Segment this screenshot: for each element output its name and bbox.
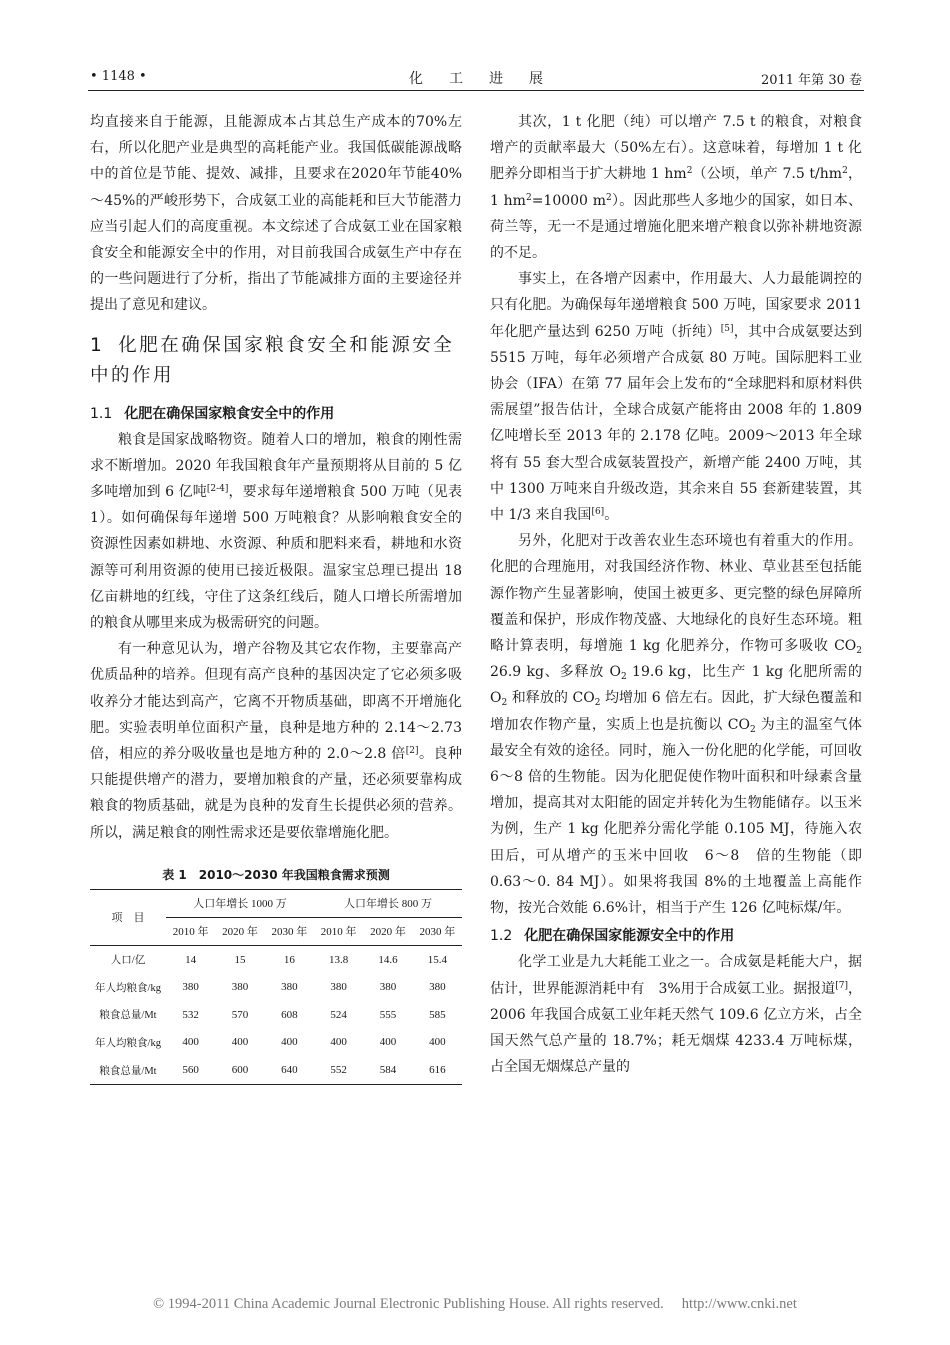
citation-ref: [6] — [591, 507, 605, 518]
cnki-url: http://www.cnki.net — [681, 1296, 797, 1312]
table-year-header: 2010 年 — [166, 917, 215, 945]
table-row — [90, 945, 462, 973]
subscript: 2 — [856, 646, 862, 657]
table-cell: 380 — [330, 981, 347, 994]
text-run: 其次，1 t 化肥（纯）可以增产 7.5 t 的粮食，对粮食增产的贡献率最大（50%左右）。这意味着，每增加 1 t 化肥养分即相当于扩大耕地 1 hm — [490, 114, 862, 183]
table-cell: 524 — [330, 1008, 347, 1021]
text-run: ，要求每年递增粮食 500 万吨（见表 1）。如何确保每年递增 500 万吨粮食？从影响粮食安全的资源性因素如耕地、水资源、种质和肥料来看，耕地和水资源等可利用资源的使用已接近极限。温家宝总理已提出 18 亿亩耕地的红线，守住了这条红线后，随人口增长所需增加的粮食从哪里来成为极需研究的问题。 — [90, 484, 462, 632]
table-cell: 584 — [379, 1064, 397, 1077]
citation-ref: [5] — [720, 323, 734, 334]
table-cell: 14 — [185, 953, 197, 966]
running-header — [88, 66, 864, 91]
table-group-header-800: 人口年增长 800 万 — [314, 889, 462, 917]
text-run: 粮食是国家战略物资。随着人口的增加，粮食的刚性需求不断增加。2020 年我国粮食年产量预期将从目前的 5 亿多吨增加到 6 亿吨 — [90, 431, 462, 501]
table-cell: 400 — [330, 1036, 347, 1049]
left-column — [90, 109, 462, 1085]
text-run: 26.9 kg、多释放 O — [490, 664, 622, 681]
table-row — [90, 973, 462, 1001]
paragraph-ecology — [490, 528, 862, 921]
table-cell: 555 — [379, 1008, 397, 1021]
table-row — [90, 1029, 462, 1057]
text-run: ，2006 年我国合成氨工业年耗天然气 109.6 亿立方米，占全国天然气总产量的 18.7%；耗无烟煤 4233.4 万吨标煤，占全国无烟煤总产量的 — [490, 980, 862, 1076]
table-cell: 532 — [182, 1008, 199, 1021]
text-run: 19.6 kg，比生产 1 kg 化肥所需的 O — [490, 664, 862, 707]
paragraph-seed-breeding — [90, 636, 462, 846]
table-cell: 570 — [231, 1008, 249, 1021]
table-cell: 380 — [429, 981, 446, 994]
journal-title: 化工进展 — [409, 71, 569, 87]
text-run: 。良种只能提供增产的潜力，要增加粮食的产量，还必须要靠构成粮食的物质基础，就是为良种的发育生长提供必须的营养。所以，满足粮食的刚性需求还是要依靠增施化肥。 — [90, 746, 462, 841]
superscript: 2 — [842, 166, 848, 177]
table-row — [90, 1056, 462, 1084]
intro-paragraph: 均直接来自于能源，且能源成本占其总生产成本的70%左右，所以化肥产业是典型的高耗能产业。我国低碳能源战略中的首位是节能、提效、减排，且要求在2020年节能40%～45%的严峻形势下，合成氨工业的高能耗和巨大节能潜力应当引起人们的高度重视。本文综述了合成氨工业在国家粮食安全和能源安全中的作用，对目前我国合成氨生产中存在的一些问题进行了分析，指出了节能减排方面的主要途径并提出了意见和建议。 — [90, 114, 462, 314]
subscript: 2 — [749, 724, 756, 735]
subsection-1-2-title: 化肥在确保国家能源安全中的作用 — [524, 928, 735, 945]
volume-label: 2011 年第 30 卷 — [760, 73, 862, 88]
table-cell: 400 — [231, 1036, 249, 1049]
text-run: =10000 m — [531, 192, 606, 209]
right-column — [490, 109, 862, 1080]
table-cell: 560 — [182, 1064, 199, 1077]
citation-ref: [2-4] — [206, 484, 229, 495]
subsection-1-2-heading — [490, 925, 862, 947]
table-row-label: 粮食总量/Mt — [99, 1010, 157, 1022]
subsection-1-1-heading — [90, 403, 462, 425]
table-caption: 表 1 2010～2030 年我国粮食需求预测 — [162, 867, 390, 882]
section-1-heading — [90, 331, 462, 391]
table-cell: 380 — [379, 981, 397, 994]
table-cell: 13.8 — [329, 953, 349, 966]
table-cell: 640 — [281, 1064, 298, 1077]
table-cell: 14.6 — [378, 953, 398, 966]
superscript: 2 — [686, 166, 693, 177]
subsection-1-1-title: 化肥在确保国家粮食安全中的作用 — [124, 405, 335, 422]
paragraph-fertilizer-yield — [490, 109, 862, 266]
text-run: 为主的温室气体最安全有效的途径。同时，施入一份化肥的化学能，可回收 6～8 倍的生物能。因为化肥促使作物叶面积和叶绿素含量增加，提高其对太阳能的固定并转化为生物能储存。以玉米为例，生产 1 kg 化肥养分需化学能 0.105 MJ，待施入农田后，可从增产的玉米中回收 6～8 倍的生物能（即 0.63～0. 84 MJ）。如果将我国 8%的土地覆盖上高能作物，按光合效能 6.6%计，相当于产生 126 亿吨标煤/年。 — [490, 716, 862, 917]
text-run: 有一种意见认为，增产谷物及其它农作物，主要靠高产优质品种的培养。但现有高产良种的基因决定了它必须多吸收养分才能达到高产，它离不开物质基础，即离不开增施化肥。实验表明单位面积产量，良种是地方种的 2.14～2.73 倍，相应的养分吸收量也是地方种的 2.0～2.8 倍 — [90, 641, 462, 763]
citation-ref: [7] — [835, 980, 848, 991]
table-item-header: 项 目 — [90, 889, 166, 945]
paragraph-production-targets — [490, 266, 862, 528]
superscript: 2 — [525, 192, 532, 203]
table-row — [90, 1001, 462, 1029]
table-cell: 16 — [283, 953, 295, 966]
subsection-1-2-number: 1.2 — [490, 928, 513, 945]
table-cell: 380 — [182, 981, 199, 994]
text-run: ，其中合成氨要达到 5515 万吨，每年必须增产合成氨 80 万吨。国际肥料工业协会（IFA）在第 77 届年会上发布的“全球肥料和原材料供需展望”报告估计，全球合成氨产能将由 2008 年的 1.809 亿吨增长至 2013 年的 2.178 亿吨。2009～2013 年全球将有 55 套大型合成氨装置投产，新增产能 2400 万吨，其中 1300 万吨来自升级改造，其余来自 55 套新建装置，其中 1/3 来自我国 — [490, 323, 863, 524]
subscript: 2 — [621, 672, 627, 683]
table-cell: 380 — [231, 981, 249, 994]
grain-demand-table — [90, 889, 462, 1085]
table-cell: 400 — [429, 1036, 446, 1049]
table-row-label: 粮食总量/Mt — [99, 1065, 157, 1077]
table-cell: 552 — [330, 1064, 347, 1077]
table-year-header: 2020 年 — [215, 917, 264, 945]
table-cell: 585 — [429, 1008, 446, 1021]
text-run: 均增加 6 倍左右。因此，扩大绿色覆盖和增加农作物产量，实质上也是抗衡以 CO — [490, 690, 862, 733]
table-row-label: 年人均粮食/kg — [95, 982, 161, 994]
paragraph-energy — [490, 949, 862, 1080]
copyright-text: © 1994-2011 China Academic Journal Electronic Publishing House. All rights reserved. — [153, 1296, 664, 1312]
table-cell: 600 — [231, 1064, 249, 1077]
table-cell: 616 — [429, 1064, 446, 1077]
table-cell: 400 — [281, 1036, 298, 1049]
text-run: 另外，化肥对于改善农业生态环境也有着重大的作用。化肥的合理施用，对我国经济作物、林业、草业甚至包括能源作物产生显著影响，使国土被更多、更完整的绿色屏障所覆盖和保护，形成作物茂盛、大地绿化的良好生态环境。粗略计算表明，每增施 1 kg 化肥养分，作物可多吸收 CO — [490, 533, 862, 655]
text-run: ，1 hm — [490, 166, 862, 209]
copyright-footer — [0, 1296, 950, 1313]
text-run: 和释放的 CO — [507, 690, 595, 707]
subscript: 2 — [501, 698, 508, 709]
table-row-label: 年人均粮食/kg — [95, 1037, 161, 1049]
table-cell: 15 — [234, 953, 246, 966]
table-year-header: 2030 年 — [413, 917, 462, 945]
table-cell: 608 — [281, 1008, 298, 1021]
citation-ref: [2] — [405, 746, 419, 757]
table-year-header: 2010 年 — [314, 917, 363, 945]
table-group-header-1000: 人口年增长 1000 万 — [166, 889, 314, 917]
section-1-number: 1 — [90, 334, 105, 356]
subsection-1-1-number: 1.1 — [90, 405, 113, 422]
text-run: 事实上，在各增产因素中，作用最大、人力最能调控的只有化肥。为确保每年递增粮食 500 万吨，国家要求 2011 年化肥产量达到 6250 万吨（折纯） — [490, 271, 862, 340]
table-cell: 380 — [281, 981, 298, 994]
table-year-header: 2030 年 — [265, 917, 314, 945]
table-cell: 15.4 — [427, 953, 447, 966]
page-number: • 1148 • — [90, 69, 147, 84]
text-run: 化学工业是九大耗能工业之一。合成氨是耗能大户，据估计，世界能源消耗中有 3%用于合成氨工业。据报道 — [490, 954, 862, 997]
text-run: （公顷，单产 7.5 t/hm — [692, 166, 843, 183]
subscript: 2 — [594, 698, 601, 709]
text-run: ）。因此那些人多地少的国家，如日本、荷兰等，无一不是通过增施化肥来增产粮食以弥补耕地资源的不足。 — [490, 192, 863, 262]
paragraph-grain-demand — [90, 427, 462, 637]
table-cell: 400 — [182, 1036, 199, 1049]
table-row-label: 人口/亿 — [110, 955, 146, 967]
superscript: 2 — [605, 192, 612, 203]
section-1-title: 化肥在确保国家粮食安全和能源安全中的作用 — [90, 334, 455, 386]
table-year-header: 2020 年 — [363, 917, 412, 945]
text-run: 。 — [604, 507, 619, 524]
table-cell: 400 — [379, 1036, 397, 1049]
